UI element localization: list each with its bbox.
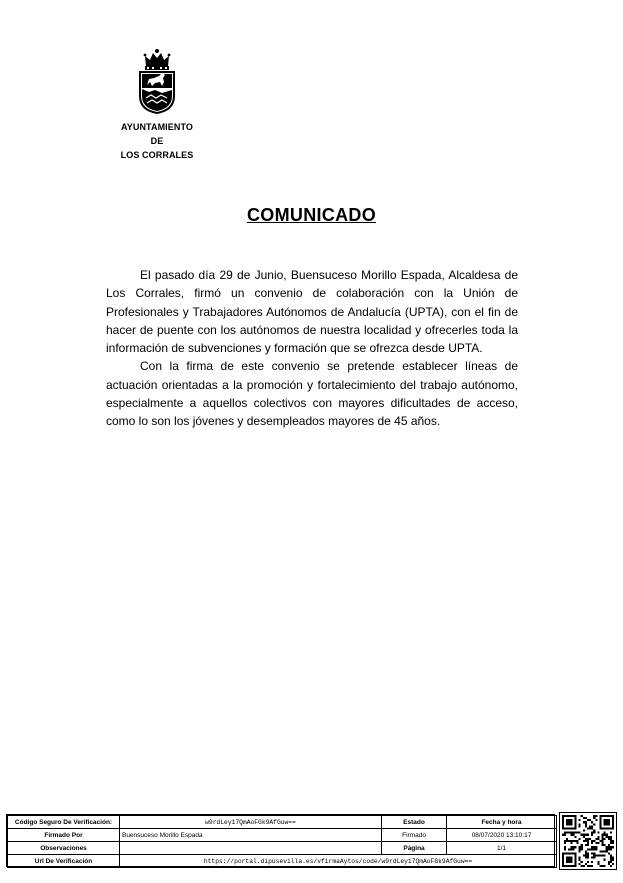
status-label: Estado	[382, 816, 447, 829]
qr-code	[559, 812, 617, 870]
org-name-line-2: DE	[150, 136, 164, 146]
document-body	[106, 266, 518, 431]
datetime-value: 08/07/2020 13:10:17	[447, 829, 557, 842]
qr-modules	[562, 815, 614, 867]
body-paragraph: Con la firma de este convenio se pretende establecer líneas de actuación orientadas a la promoción y fortalecimiento del trabajo autónomo, especialmente a aquellos colectivos con mayores dificultades de acceso, como lo son los jóvenes y desempleados mayores de 45 años.	[106, 359, 518, 429]
observations-value	[120, 842, 382, 855]
org-name-line-1: AYUNTAMIENTO	[120, 122, 194, 132]
body-paragraph: El pasado día 29 de Junio, Buensuceso Morillo Espada, Alcaldesa de Los Corrales, firmó un convenio de colaboración con la Unión de Profesionales y Trabajadores Autónomos de Andalucía (UPTA), con el fin de hacer de puente con los autónomos de nuestra localidad y ofrecerles toda la información de subvenciones y formación que se ofrezca desde UPTA.	[106, 268, 518, 356]
page-value: 1/1	[447, 842, 557, 855]
observations-label: Observaciones	[8, 842, 120, 855]
coat-of-arms-icon	[137, 48, 177, 114]
verification-code-label: Código Seguro De Verificación:	[8, 816, 120, 829]
page-label: Página	[382, 842, 447, 855]
datetime-label: Fecha y hora	[447, 816, 557, 829]
status-value: Firmado	[382, 829, 447, 842]
municipal-header	[108, 48, 206, 162]
qr-code-icon	[562, 815, 614, 867]
verification-url[interactable]: https://portal.dipusevilla.es/vfirmaAytos/code/w9rdLey17QmAoFGk9AfGuw==	[120, 855, 557, 868]
signed-by-value: Buensuceso Morillo Espada	[120, 829, 382, 842]
signed-by-label: Firmado Por	[8, 829, 120, 842]
url-label: Url De Verificación	[8, 855, 120, 868]
document-title: COMUNICADO	[247, 205, 376, 225]
verification-table	[6, 814, 555, 867]
org-name-line-3: LOS CORRALES	[120, 150, 194, 160]
verification-code-value: w9rdLey17QmAoFGk9AfGuw==	[120, 816, 382, 829]
